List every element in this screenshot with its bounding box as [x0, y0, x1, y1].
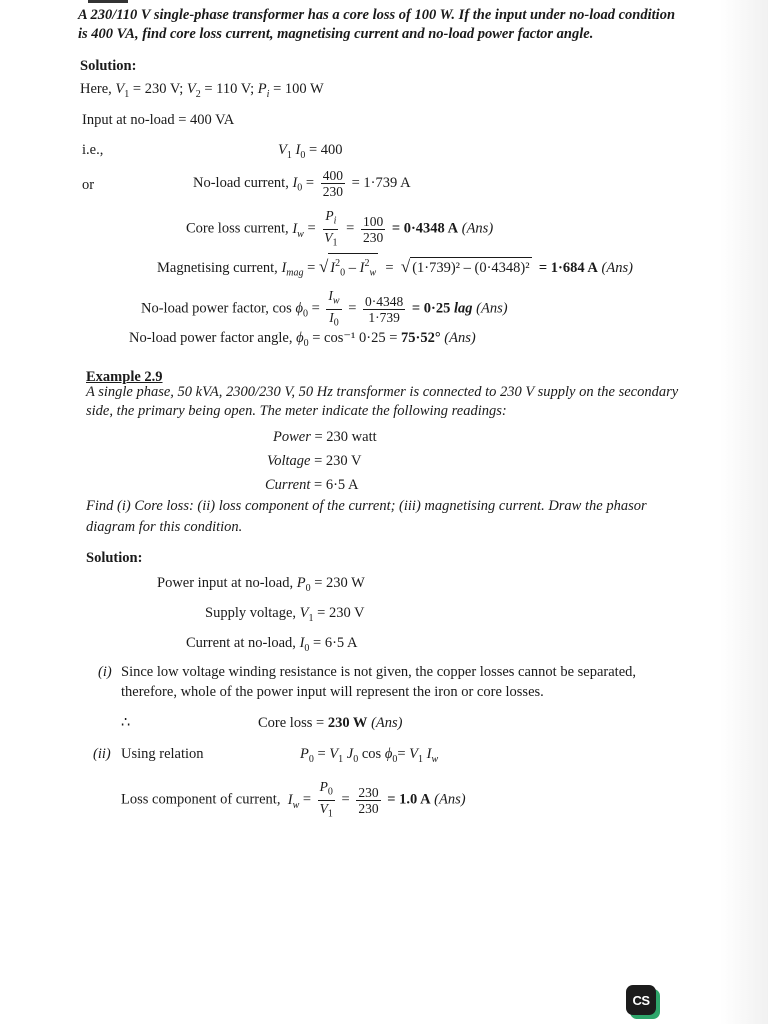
example-line-1: A single phase, 50 kVA, 2300/230 V, 50 Hz transformer is connected to 230 V supply on the secondary — [86, 384, 679, 400]
power-input-eq: Power input at no-load, $P_0 = 230$ W — [157, 575, 365, 594]
reading-power: Power = 230 watt — [273, 429, 377, 445]
input-at-no-load: Input at no-load = 400 VA — [82, 112, 235, 128]
logo-text: CS — [632, 992, 650, 1008]
loss-component-eq: Loss component of current, $I_w$ = $\frac{P_0}{V_1}$ = $\frac{230}{230}$ = 1.0 A (Ans) — [121, 779, 466, 820]
page-edge-shade — [720, 0, 768, 1024]
camscanner-logo-icon — [626, 985, 656, 1015]
solution-heading: Solution: — [80, 58, 137, 74]
problem-line-2: is 400 VA, find core loss current, magnetising current and no-load power factor angle. — [78, 26, 594, 42]
given-values: Here, $V_1 = 230$ V; $V_2 = 110$ V; $P_i = 100$ W — [80, 81, 324, 100]
eq-v1-i0: $V_1$ $I_0 = 400$ — [278, 142, 343, 161]
item-i-line-1: Since low voltage winding resistance is not given, the copper losses cannot be separated, — [121, 664, 637, 680]
reading-current: Current = 6·5 A — [265, 477, 359, 493]
solution2-heading: Solution: — [86, 550, 143, 566]
problem-line-1: A 230/110 V single-phase transformer has a core loss of 100 W. If the input under no-load condition — [78, 7, 676, 23]
supply-voltage-eq: Supply voltage, $V_1 = 230$ V — [205, 605, 365, 624]
find-line-1: Find (i) Core loss: (ii) loss component of the current; (iii) magnetising current. Draw the phasor — [86, 498, 647, 514]
power-factor-angle-eq: No-load power factor angle, $\phi_0 = \cos^{-1}$ 0·25 = 75·52° (Ans) — [129, 330, 476, 349]
example-line-2: side, the primary being open. The meter indicate the following readings: — [86, 403, 507, 419]
relation-eq: $P_0 = V_1$ $J_0$ $\cos \phi_0= V_1$ $I_w$ — [300, 746, 439, 765]
noload-current-2-eq: Current at no-load, $I_0 = 6\cdot 5$ A — [186, 635, 358, 654]
or-label: or — [82, 177, 95, 193]
magnetising-current-eq: Magnetising current, $I_{mag}$ = √ $I^2_0 - I^2_w$ = √ (1·739)² – (0·4348)² = 1·684 A (Ans) — [157, 253, 633, 283]
power-factor-eq: No-load power factor, $\cos \phi_0$ = $\frac{I_w}{I_0}$ = $\frac{0\cdot 4348}{1\cdot 739}$ = 0·25 lag (Ans) — [141, 288, 508, 329]
find-line-2: diagram for this condition. — [86, 519, 243, 535]
item-ii-text: Using relation — [121, 746, 204, 762]
top-rule — [88, 0, 128, 3]
example-title: Example 2.9 — [86, 369, 163, 385]
item-ii-marker: (ii) — [93, 746, 111, 762]
core-loss-result: Core loss = 230 W (Ans) — [258, 715, 403, 731]
noload-current-eq: No-load current, $I_0$ = $\frac{400}{230}$ = 1·739 A — [193, 168, 411, 199]
core-loss-current-eq: Core loss current, $I_w$ = $\frac{P_i}{V_1}$ = $\frac{100}{230}$ = 0·4348 A (Ans) — [186, 208, 494, 249]
item-i-line-2: therefore, whole of the power input will represent the iron or core losses. — [121, 684, 544, 700]
therefore-symbol: ∴ — [121, 715, 131, 731]
reading-voltage: Voltage = 230 V — [267, 453, 362, 469]
item-i-marker: (i) — [98, 664, 112, 680]
ie-label: i.e., — [82, 142, 104, 158]
